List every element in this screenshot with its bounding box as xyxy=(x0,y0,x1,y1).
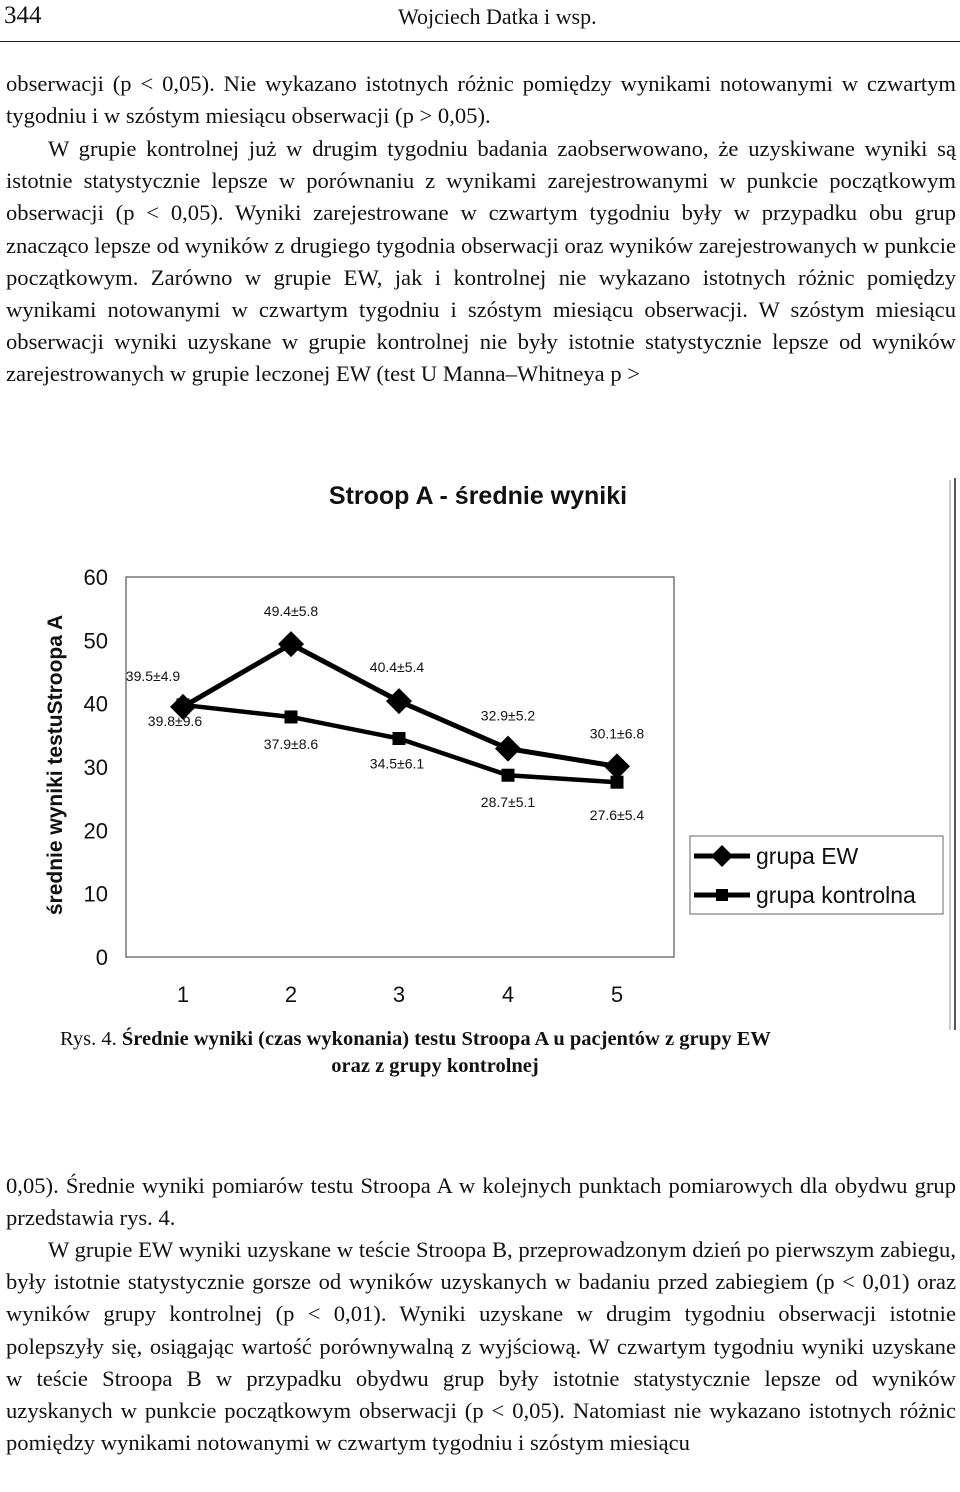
figure-chart xyxy=(0,470,960,1030)
series-point-ew xyxy=(495,736,521,762)
data-labels xyxy=(126,603,645,823)
data-label-ew: 39.5±4.9 xyxy=(125,667,181,684)
data-label-ew: 30.1±6.8 xyxy=(589,725,645,742)
series-point-kontrolna xyxy=(502,769,515,782)
paragraph-2: W grupie kontrolnej już w drugim tygodniu badania zaobserwowano, że uzyskiwane wyniki są istotnie statystycznie lepsze w porównaniu z wynikami zarejestrowanymi w punkcie początkowym obserwacji (p < 0,05). Wyniki zarejestrowane w czwartym tygodniu były w przypadku obu grup znacząco lepsze od wyników z drugiego tygodnia obserwacji oraz wyników zarejestrowanych w punkcie początkowym. Zarówno w grupie EW, jak i kontrolnej nie wykazano istotnych różnic pomiędzy wynikami notowanymi w czwartym tygodniu i szóstym miesiącu obserwacji. W szóstym miesiącu obserwacji wyniki uzyskane w grupie kontrolnej nie były istotnie statystycznie lepsze od wyników zarejestrowanych w grupie leczonej EW (test U Manna–Whitneya p > xyxy=(6,136,956,387)
data-label-kontrolna: 37.9±8.6 xyxy=(263,735,319,752)
series-point-ew xyxy=(278,631,304,657)
data-label-kontrolna: 39.8±9.6 xyxy=(147,712,203,729)
series-point-kontrolna xyxy=(177,698,190,711)
paragraph-3: 0,05). Średnie wyniki pomiarów testu Stroopa A w kolejnych punktach pomiarowych dla obydwu grup przedstawia rys. 4. xyxy=(6,1173,956,1231)
x-tick-label: 1 xyxy=(176,982,190,1007)
legend-label: grupa EW xyxy=(756,843,859,869)
y-tick-label: 40 xyxy=(83,691,108,717)
y-tick-label: 60 xyxy=(83,565,108,590)
paragraph-4: W grupie EW wyniki uzyskane w teście Stroopa B, przeprowadzonym dzień po pierwszym zabiegu, były istotnie statystycznie gorsze od wyników uzyskanych w badaniu przed zabiegiem (p < 0,01) oraz wyników grupy kontrolnej (p < 0,01). Wyniki uzyskane w drugim tygodniu obserwacji istotnie polepszyły się, osiągając wartość porównywalną z wyjściową. W czwartym tygodniu wyniki uzyskane w teście Stroopa B w przypadku obydwu grup były istotnie statystycznie lepsze od wyników uzyskanych w punkcie początkowym obserwacji (p < 0,05). Natomiast nie wykazano istotnych różnic pomiędzy wynikami notowanymi w czwartym tygodniu i szóstym miesiącu xyxy=(6,1237,956,1456)
x-tick-label: 4 xyxy=(501,982,515,1007)
caption-line-2: oraz z grupy kontrolnej xyxy=(331,1055,539,1077)
series-point-kontrolna xyxy=(393,732,406,745)
paragraph-1: obserwacji (p < 0,05). Nie wykazano istotnych różnic pomiędzy wynikami notowanymi w czwartym tygodniu i w szóstym miesiącu obserwacji (p > 0,05). xyxy=(6,71,956,129)
y-tick-label: 10 xyxy=(83,881,108,907)
figure-caption xyxy=(60,1026,960,1080)
x-tick-label: 3 xyxy=(392,982,406,1007)
series-point-ew xyxy=(604,753,630,779)
caption-line-1: Średnie wyniki (czas wykonania) testu Stroopa A u pacjentów z grupy EW xyxy=(121,1028,771,1050)
legend-marker-square xyxy=(716,889,728,901)
data-label-kontrolna: 34.5±6.1 xyxy=(369,755,425,772)
legend-label: grupa kontrolna xyxy=(756,882,916,908)
x-tick-label: 5 xyxy=(610,982,624,1007)
data-label-kontrolna: 28.7±5.1 xyxy=(480,794,536,811)
y-tick-label: 0 xyxy=(95,945,108,970)
series-point-kontrolna xyxy=(611,776,624,789)
data-label-ew: 32.9±5.2 xyxy=(480,707,536,724)
stroop-chart xyxy=(0,470,960,1030)
data-label-ew: 40.4±5.4 xyxy=(369,659,425,676)
y-tick-label: 20 xyxy=(83,818,108,844)
page-number: 344 xyxy=(4,2,42,29)
data-label-kontrolna: 27.6±5.4 xyxy=(589,807,645,824)
legend xyxy=(690,836,943,914)
x-tick-label: 2 xyxy=(284,982,298,1007)
series-point-kontrolna xyxy=(285,710,298,723)
running-head: Wojciech Datka i wsp. xyxy=(398,4,597,29)
caption-prefix: Rys. 4. xyxy=(60,1028,117,1050)
series-point-ew xyxy=(386,688,412,714)
header-rule xyxy=(0,41,960,42)
y-tick-labels xyxy=(84,565,108,970)
page-header xyxy=(0,0,960,44)
chart-title: Stroop A - średnie wyniki xyxy=(328,482,628,510)
x-tick-labels xyxy=(177,982,623,1007)
y-tick-label: 30 xyxy=(83,755,108,780)
data-label-ew: 49.4±5.8 xyxy=(263,603,319,620)
y-tick-label: 50 xyxy=(83,628,108,654)
y-axis-label: średnie wyniki testuStroopa A xyxy=(44,614,67,916)
